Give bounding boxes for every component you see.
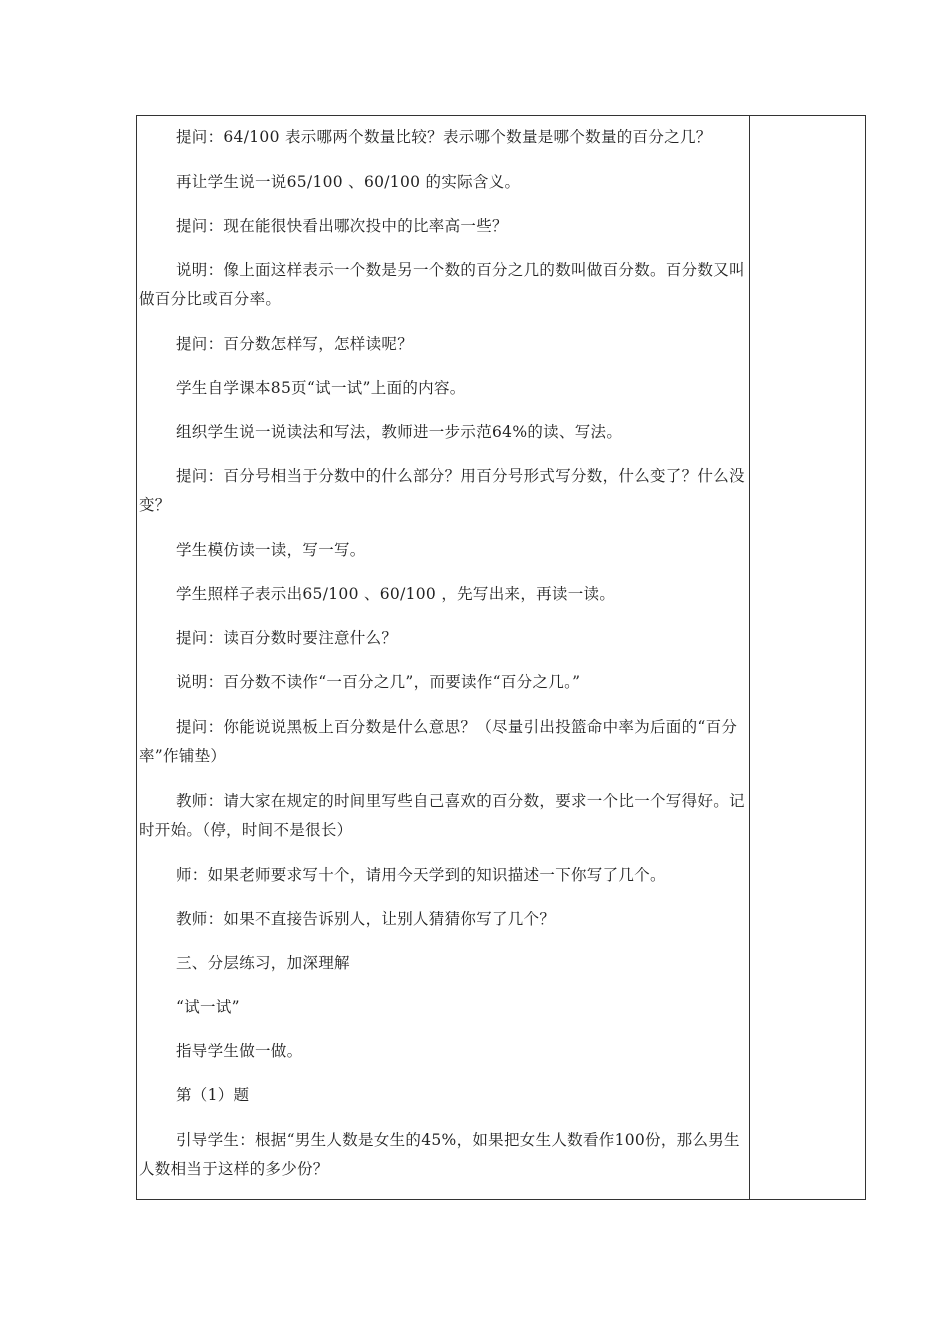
- paragraph: 组织学生说一说读法和写法，教师进一步示范64%的读、写法。: [176, 423, 623, 441]
- notes-cell: [750, 116, 865, 1199]
- paragraph: 提问：读百分数时要注意什么？: [176, 629, 398, 647]
- paragraph: 再让学生说一说65/100 、60/100 的实际含义。: [176, 173, 521, 191]
- lesson-table: [136, 115, 866, 1200]
- paragraph: 指导学生做一做。: [176, 1042, 303, 1060]
- paragraph: 第（1）题: [176, 1086, 250, 1104]
- paragraph: 说明：像上面这样表示一个数是另一个数的百分之几的数叫做百分数。百分数又叫做百分比或百分率。: [139, 261, 745, 308]
- paragraph: 学生自学课本85页“试一试”上面的内容。: [176, 379, 466, 397]
- paragraph: 提问：百分号相当于分数中的什么部分？用百分号形式写分数，什么变了？什么没变？: [139, 467, 745, 514]
- paragraph: “试一试”: [176, 998, 240, 1016]
- paragraph: 师：如果老师要求写十个，请用今天学到的知识描述一下你写了几个。: [176, 866, 666, 884]
- paragraph: 教师：如果不直接告诉别人，让别人猜猜你写了几个？: [176, 910, 556, 928]
- paragraph: 引导学生：根据“男生人数是女生的45%，如果把女生人数看作100份，那么男生人数相当于这样的多少份？: [139, 1131, 740, 1178]
- paragraph: 学生照样子表示出65/100 、60/100 ，先写出来，再读一读。: [176, 585, 616, 603]
- paragraph: 提问：百分数怎样写，怎样读呢？: [176, 335, 414, 353]
- paragraph: 学生模仿读一读，写一写。: [176, 541, 366, 559]
- paragraph: 提问：你能说说黑板上百分数是什么意思？（尽量引出投篮命中率为后面的“百分率”作铺垫）: [139, 718, 738, 765]
- paragraph: 说明：百分数不读作“一百分之几”，而要读作“百分之几。”: [176, 673, 581, 691]
- paragraph: 教师：请大家在规定的时间里写些自己喜欢的百分数，要求一个比一个写得好。记时开始。（停，时间不是很长）: [139, 792, 745, 839]
- section-heading: 三、分层练习，加深理解: [176, 954, 350, 972]
- paragraph: 提问：64/100 表示哪两个数量比较？表示哪个数量是哪个数量的百分之几？: [176, 128, 712, 146]
- paragraph: 提问：现在能很快看出哪次投中的比率高一些？: [176, 217, 508, 235]
